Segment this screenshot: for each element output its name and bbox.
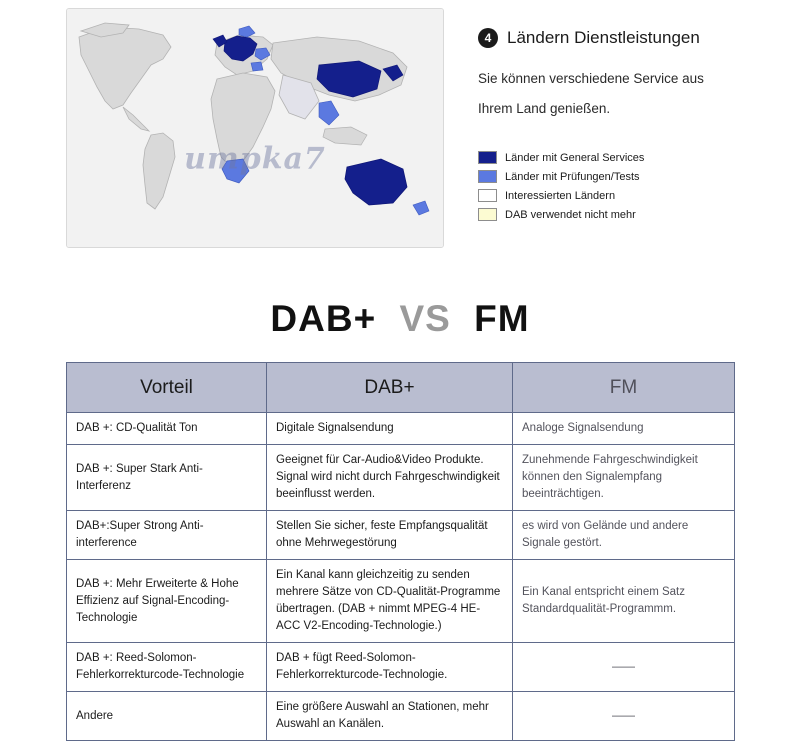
legend-item [478, 167, 686, 186]
feature-headline: Ländern Dienstleistungen [507, 28, 700, 47]
page-title-dab: DAB+ [270, 298, 377, 339]
feature-column [478, 8, 768, 268]
cell-dab: Eine größere Auswahl an Stationen, mehr Auswahl an Kanälen. [267, 692, 513, 741]
page-title [0, 298, 800, 340]
cell-dab: Stellen Sie sicher, feste Empfangsqualität ohne Mehrwegestörung [267, 511, 513, 560]
legend-swatch-general-services [478, 151, 497, 164]
feature-description: Sie können verschiedene Service aus Ihrem Land genießen. [478, 71, 704, 116]
cell-vorteil: DAB +: Super Stark Anti-Interferenz [67, 445, 267, 511]
region-balkans-tests [251, 62, 263, 71]
cell-dab: Ein Kanal kann gleichzeitig zu senden mehrere Sätze von CD-Qualität-Programme übertragen. (DAB + nimmt MPEG-4 HE-ACC V2-Encoding-Technologie.) [267, 560, 513, 643]
legend-swatch-tests [478, 170, 497, 183]
cell-vorteil: DAB +: CD-Qualität Ton [67, 413, 267, 445]
table-row [67, 413, 735, 445]
legend-swatch-discontinued [478, 208, 497, 221]
legend-item [478, 148, 686, 167]
cell-fm: Zunehmende Fahrgeschwindigkeit können den Signalempfang beeinträchtigen. [513, 445, 735, 511]
legend-swatch-interested [478, 189, 497, 202]
map-legend [478, 148, 686, 224]
top-section [0, 0, 800, 268]
page-title-vs: VS [399, 298, 451, 339]
table-row [67, 511, 735, 560]
world-map-panel [66, 8, 444, 248]
cell-fm: Ein Kanal entspricht einem Satz Standardqualität-Programmm. [513, 560, 735, 643]
cell-vorteil: DAB+:Super Strong Anti-interference [67, 511, 267, 560]
comparison-table [66, 362, 735, 741]
watermark: umpka7 [184, 141, 326, 177]
table-header-row [67, 363, 735, 413]
table-row [67, 445, 735, 511]
cell-dab: Digitale Signalsendung [267, 413, 513, 445]
page-title-fm: FM [474, 298, 530, 339]
table-row [67, 643, 735, 692]
feature-headline-row [478, 28, 768, 48]
legend-label: Länder mit General Services [505, 151, 645, 164]
cell-vorteil: DAB +: Reed-Solomon-Fehlerkorrekturcode-Technologie [67, 643, 267, 692]
column-header-dab: DAB+ [267, 363, 513, 413]
legend-item [478, 186, 686, 205]
cell-vorteil: DAB +: Mehr Erweiterte & Hohe Effizienz auf Signal-Encoding-Technologie [67, 560, 267, 643]
cell-fm: Analoge Signalsendung [513, 413, 735, 445]
legend-item [478, 205, 686, 224]
table-row [67, 560, 735, 643]
feature-number-badge: 4 [478, 28, 498, 48]
cell-dab: DAB + fügt Reed-Solomon-Fehlerkorrekturcode-Technologie. [267, 643, 513, 692]
cell-dab: Geeignet für Car-Audio&Video Produkte. Signal wird nicht durch Fahrgeschwindigkeit beeinflusst werden. [267, 445, 513, 511]
comparison-table-wrapper [66, 362, 734, 741]
world-map-svg [67, 9, 444, 248]
column-header-fm: FM [513, 363, 735, 413]
cell-fm: es wird von Gelände und andere Signale gestört. [513, 511, 735, 560]
table-row [67, 692, 735, 741]
legend-label: DAB verwendet nicht mehr [505, 208, 636, 221]
cell-fm: —— [513, 692, 735, 741]
column-header-vorteil: Vorteil [67, 363, 267, 413]
cell-fm: —— [513, 643, 735, 692]
legend-label: Länder mit Prüfungen/Tests [505, 170, 640, 183]
cell-vorteil: Andere [67, 692, 267, 741]
legend-label: Interessierten Ländern [505, 189, 616, 202]
